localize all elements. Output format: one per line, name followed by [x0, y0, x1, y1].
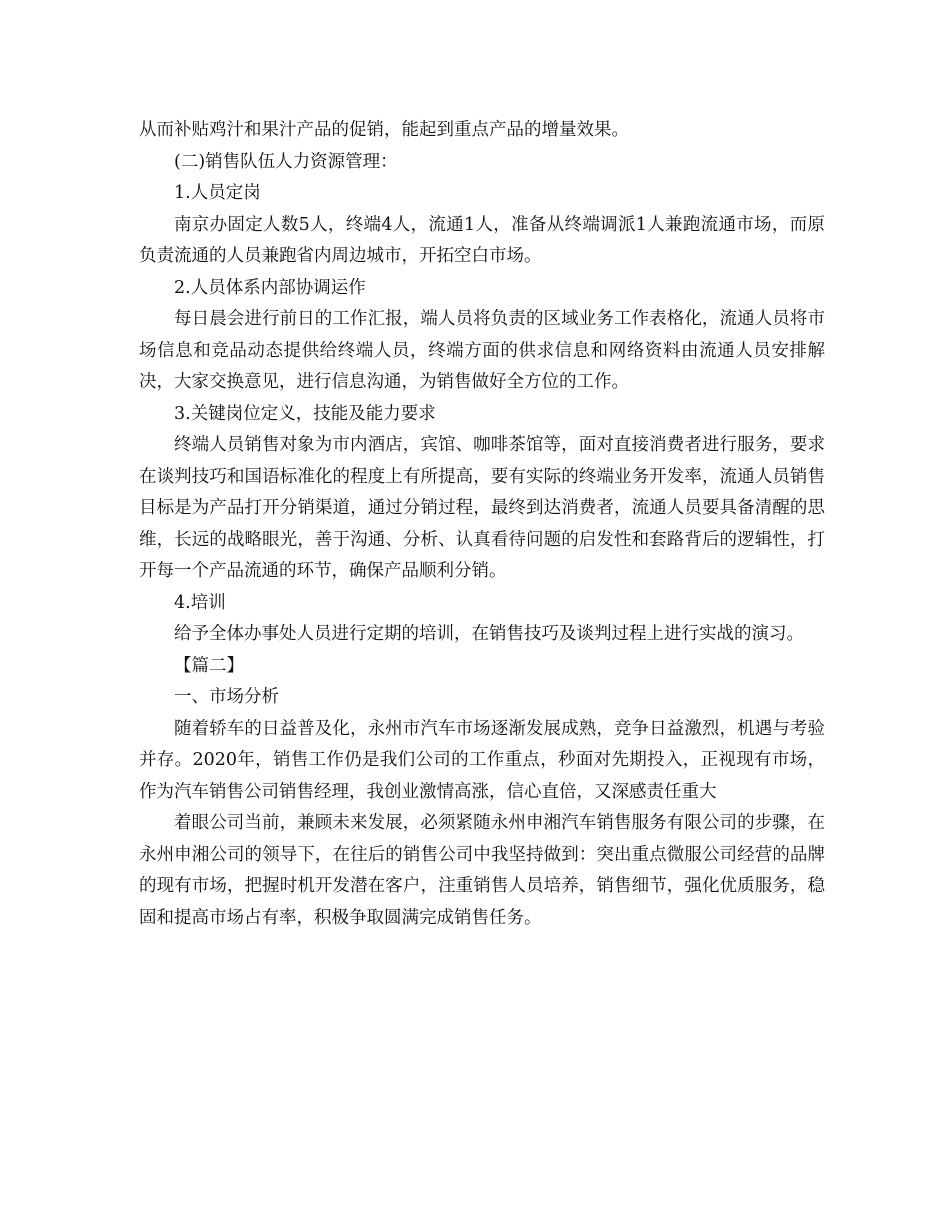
paragraph-training: 给予全体办事处人员进行定期的培训，在销售技巧及谈判过程上进行实战的演习。	[174, 624, 804, 644]
paragraph-company-focus: 着眼公司当前，兼顾未来发展，必须紧随永州申湘汽车销售服务有限公司的步骤，在永州申湘公司的领导下，在往后的销售公司中我坚持做到：突出重点微服公司经营的品牌的现有市场，把握时机开发潜在客户，注重销售人员培养，销售细节，强化优质服务，稳固和提高市场占有率，积极争取圆满完成销售任务。	[139, 813, 825, 928]
paragraph-continuation: 从而补贴鸡汁和果汁产品的促销，能起到重点产品的增量效果。	[139, 120, 629, 140]
section-title-part-two: 【篇二】	[174, 655, 244, 676]
subheading-training: 4.培训	[174, 592, 226, 613]
paragraph-coordination: 每日晨会进行前日的工作汇报，端人员将负责的区域业务工作表格化，流通人员将市场信息和竞品动态提供给终端人员，终端方面的供求信息和网络资料由流通人员安排解决，大家交换意见，进行信息沟通，为销售做好全方位的工作。	[139, 309, 825, 392]
paragraph-market-analysis: 随着轿车的日益普及化，永州市汽车市场逐渐发展成熟，竞争日益激烈，机遇与考验并存。2020年，销售工作仍是我们公司的工作重点，秒面对先期投入，正视现有市场，作为汽车销售公司销售经理，我创业激情高涨，信心直倍，又深感责任重大	[139, 718, 825, 802]
section-heading-market-analysis: 一、市场分析	[174, 687, 279, 707]
paragraph-key-positions: 终端人员销售对象为市内酒店，宾馆、咖啡茶馆等，面对直接消费者进行服务，要求在谈判技巧和国语标准化的程度上有所提高，要有实际的终端业务开发率，流通人员销售目标是为产品打开分销渠道，通过分销过程，最终到达消费者，流通人员要具备清醒的思维，长远的战略眼光，善于沟通、分析、认真看待问题的启发性和套路背后的逻辑性，打开每一个产品流通的环节，确保产品顺利分销。	[139, 435, 825, 581]
subheading-key-positions: 3.关键岗位定义，技能及能力要求	[174, 403, 436, 424]
subheading-coordination: 2.人员体系内部协调运作	[174, 277, 366, 298]
paragraph-staffing: 南京办固定人数5人，终端4人，流通1人，准备从终端调派1人兼跑流通市场，而原负责流通的人员兼跑省内周边城市，开拓空白市场。	[139, 214, 825, 266]
section-heading-sales-team-hr: (二)销售队伍人力资源管理：	[174, 151, 398, 172]
document-page	[139, 115, 825, 934]
subheading-staffing: 1.人员定岗	[174, 183, 261, 203]
